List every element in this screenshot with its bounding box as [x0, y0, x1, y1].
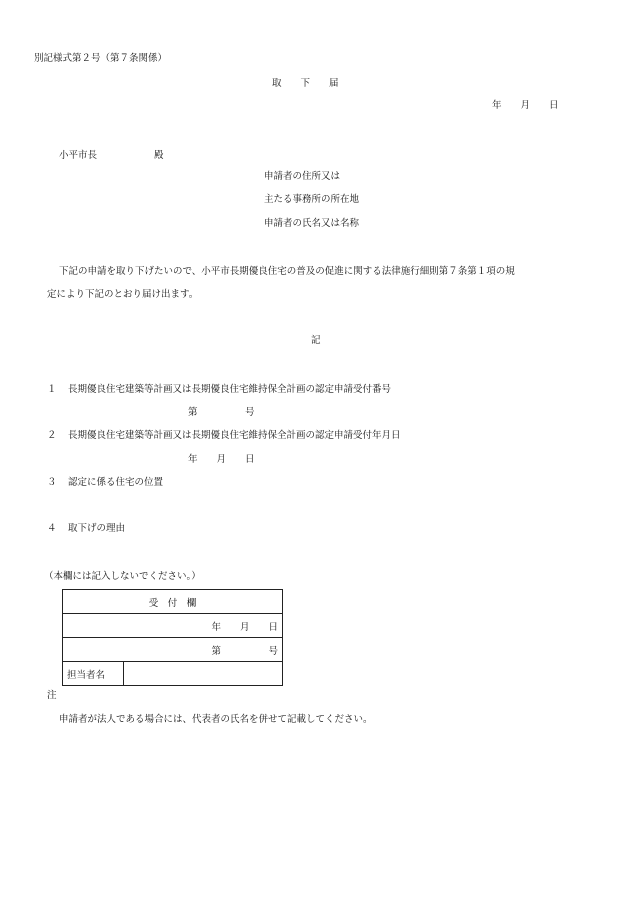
form-label: 別記様式第２号（第７条関係）: [34, 53, 168, 64]
item-4-number: ４: [47, 523, 57, 534]
date-line: 年 月 日: [492, 100, 559, 111]
item-1-sub: 第 号: [188, 407, 255, 418]
item-1-text: 長期優良住宅建築等計画又は長期優良住宅維持保全計画の認定申請受付番号: [68, 384, 392, 395]
applicant-name: 申請者の氏名又は名称: [264, 218, 360, 229]
body-line-1: 下記の申請を取り下げたいので、小平市長期優良住宅の普及の促進に関する法律施行細則第７条第１項の規: [59, 266, 515, 277]
item-3-text: 認定に係る住宅の位置: [68, 477, 164, 488]
body-line-2: 定により下記のとおり届け出ます。: [47, 289, 199, 300]
item-3-number: ３: [47, 477, 57, 488]
applicant-address-line2: 主たる事務所の所在地: [264, 194, 360, 205]
item-2-text: 長期優良住宅建築等計画又は長期優良住宅維持保全計画の認定申請受付年月日: [68, 430, 401, 441]
note-text: 申請者が法人である場合には、代表者の氏名を併せて記載してください。: [59, 714, 373, 725]
note-label: 注: [47, 690, 57, 701]
addressee: 小平市長 殿: [59, 150, 164, 161]
document-title: 取 下 届: [272, 78, 339, 89]
item-4-text: 取下げの理由: [68, 523, 126, 534]
receipt-table: [62, 589, 283, 686]
item-2-number: ２: [47, 430, 57, 441]
ki-heading: 記: [311, 335, 321, 346]
person-in-charge-value: [124, 662, 283, 686]
item-1-number: １: [47, 384, 57, 395]
receipt-number-row: 第 号: [63, 638, 283, 662]
person-in-charge-label: 担当者名: [63, 662, 124, 686]
item-2-sub: 年 月 日: [188, 454, 255, 465]
receipt-header: 受 付 欄: [63, 590, 283, 614]
receipt-date-row: 年 月 日: [63, 614, 283, 638]
office-use-note: （本欄には記入しないでください。）: [44, 571, 201, 582]
applicant-address-line1: 申請者の住所又は: [264, 171, 341, 182]
